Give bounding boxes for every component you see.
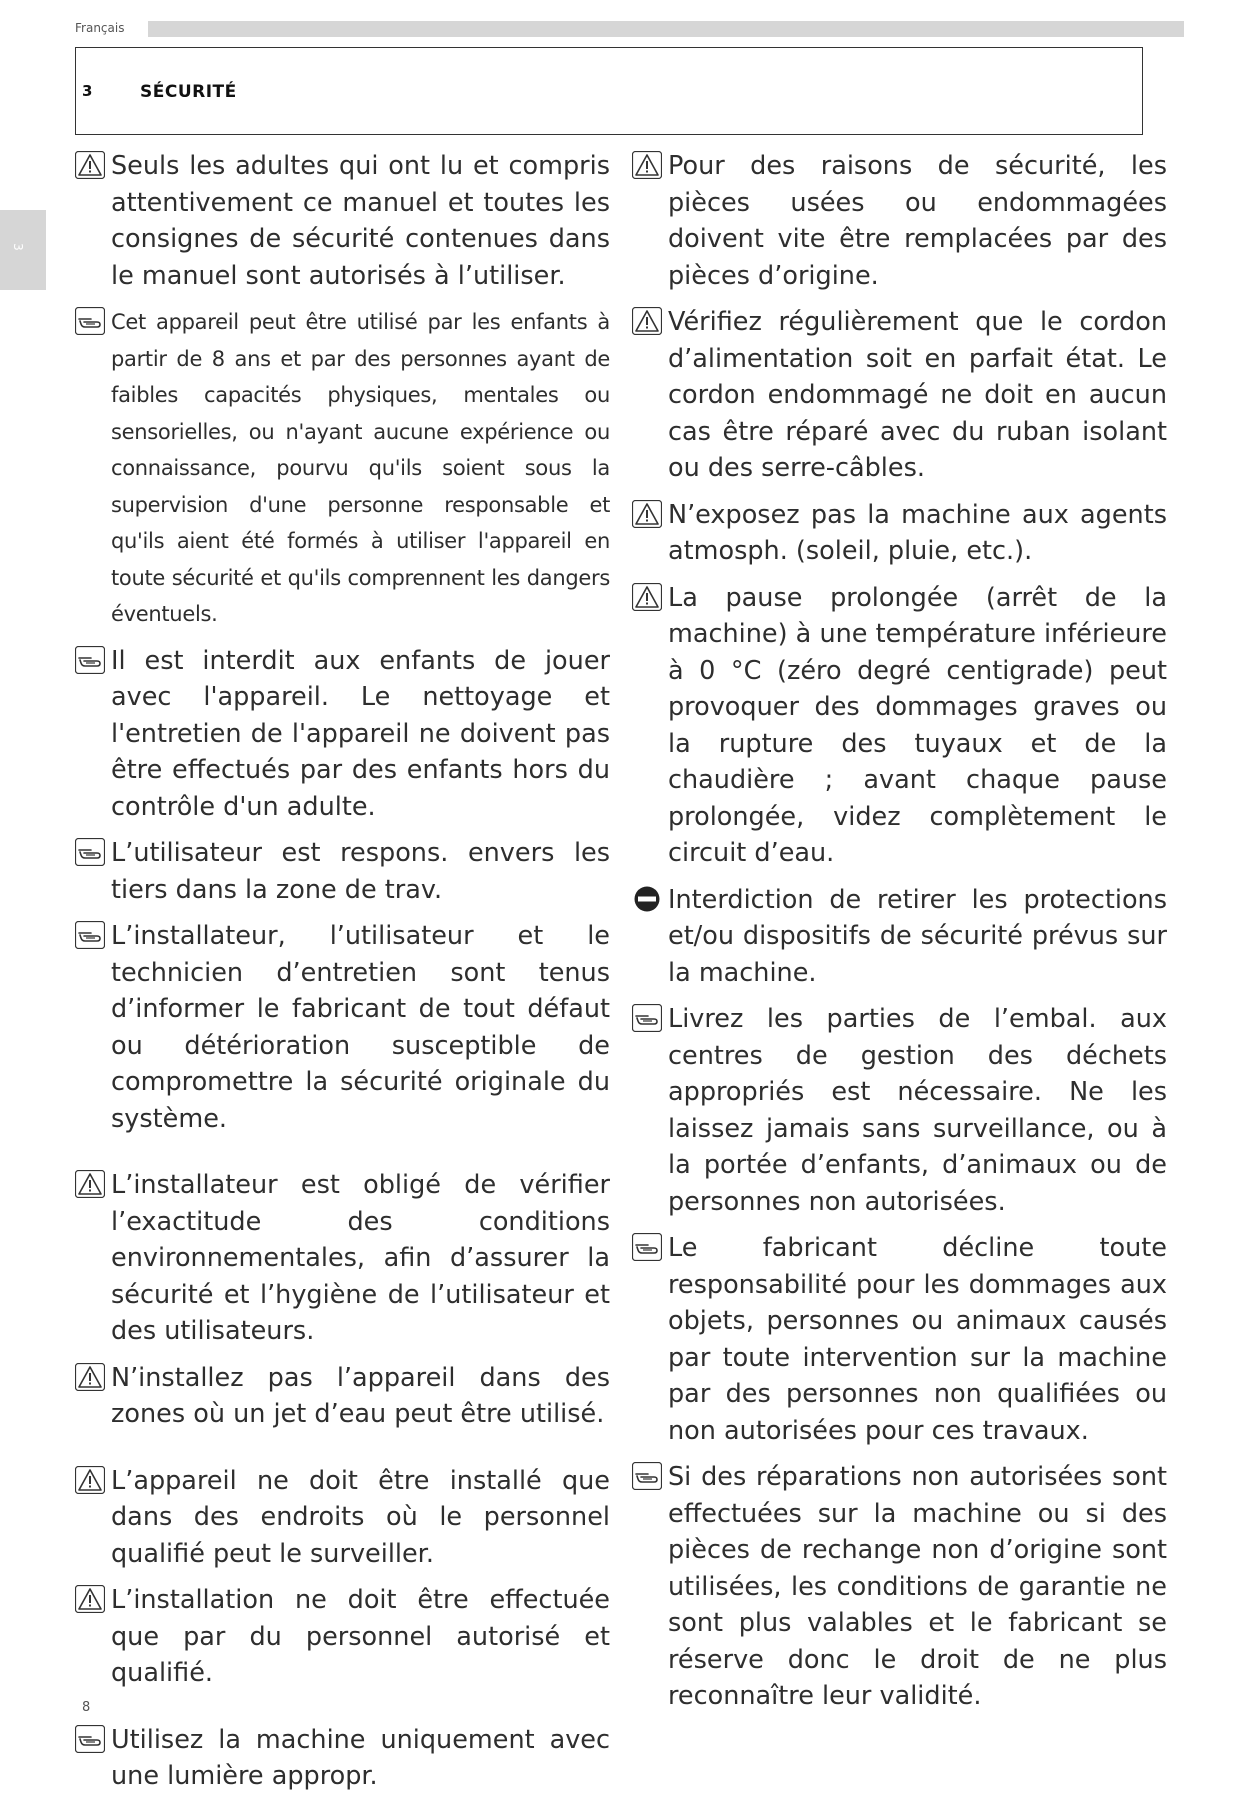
- safety-item-text: L’installation ne doit être effectuée que par du personnel autorisé et qualifié.: [111, 1585, 610, 1688]
- safety-item: [632, 497, 1167, 570]
- note-hand-icon: [75, 307, 105, 335]
- safety-item: [632, 1230, 1167, 1449]
- safety-item: [75, 835, 610, 908]
- safety-item-text: Utilisez la machine uniquement avec une lumière appropr.: [111, 1724, 610, 1791]
- note-hand-icon: [632, 1233, 662, 1261]
- safety-item: [75, 1722, 610, 1795]
- side-chapter-tab: [0, 210, 46, 290]
- warning-icon: [75, 151, 105, 179]
- safety-item-text: Interdiction de retirer les protections et/ou dispositifs de sécurité prévus sur la machine.: [668, 884, 1167, 988]
- safety-item: [75, 918, 610, 1137]
- safety-item-text: Cet appareil peut être utilisé par les enfants à partir de 8 ans et par des personnes ayant de faibles capacités physiques, mentales ou sensorielles, ou n'ayant aucune expérience ou connaissance, pourvu qu'ils soient sous la supervision d'une personne responsable et qu'ils aient été formés à utiliser l'appareil en toute sécurité et qu'ils comprennent les dangers éventuels.: [111, 310, 610, 626]
- note-hand-icon: [632, 1004, 662, 1032]
- safety-item: [75, 1582, 610, 1692]
- safety-item-text: L’installateur est obligé de vérifier l’exactitude des conditions environnementales, afin d’assurer la sécurité et l’hygiène de l’utilisateur et des utilisateurs.: [111, 1170, 610, 1346]
- safety-item: [75, 643, 610, 826]
- note-hand-icon: [75, 646, 105, 674]
- safety-item: [632, 304, 1167, 487]
- safety-item-text: Si des réparations non autorisées sont effectuées sur la machine ou si des pièces de rechange non d’origine sont utilisées, les conditions de garantie ne sont plus valables et le fabricant se réserve donc le droit de ne plus reconnaître leur validité.: [668, 1462, 1167, 1711]
- safety-item-text: Livrez les parties de l’embal. aux centres de gestion des déchets appropriés est nécessaire. Ne les laissez jamais sans surveillance, ou à la portée d’enfants, d’animaux ou de personnes non autorisées.: [668, 1004, 1167, 1217]
- warning-icon: [632, 307, 662, 335]
- left-column: [75, 148, 610, 1805]
- safety-item-text: N’installez pas l’appareil dans des zones où un jet d’eau peut être utilisé.: [111, 1362, 610, 1429]
- warning-icon: [632, 500, 662, 528]
- side-tab-number: 3: [10, 243, 25, 251]
- safety-item: [75, 1167, 610, 1350]
- safety-item-text: Le fabricant décline toute responsabilité pour les dommages aux objets, personnes ou animaux causés par toute intervention sur la machine par des personnes non qualifiées ou non autorisées pour ces travaux.: [668, 1233, 1167, 1446]
- warning-icon: [75, 1363, 105, 1391]
- header-bar: [148, 21, 1184, 37]
- safety-item: [75, 304, 610, 633]
- safety-item: [75, 148, 610, 294]
- safety-item-text: L’installateur, l’utilisateur et le technicien d’entretien sont tenus d’informer le fabricant de tout défaut ou détérioration susceptible de compromettre la sécurité originale du système.: [111, 921, 610, 1134]
- right-column: [632, 148, 1167, 1725]
- safety-item: [632, 148, 1167, 294]
- safety-item-text: Seuls les adultes qui ont lu et compris attentivement ce manuel et toutes les consignes de sécurité contenues dans le manuel sont autorisés à l’utiliser.: [111, 151, 610, 291]
- section-number: 3: [82, 82, 93, 100]
- warning-icon: [75, 1466, 105, 1494]
- prohibition-icon: [632, 885, 662, 913]
- safety-item-text: N’exposez pas la machine aux agents atmosph. (soleil, pluie, etc.).: [668, 499, 1167, 566]
- safety-item: [632, 580, 1167, 872]
- warning-icon: [75, 1585, 105, 1613]
- note-hand-icon: [75, 1725, 105, 1753]
- safety-item: [632, 1001, 1167, 1220]
- safety-item-text: Il est interdit aux enfants de jouer avec l'appareil. Le nettoyage et l'entretien de l'appareil ne doivent pas être effectués par des enfants hors du contrôle d'un adulte.: [111, 645, 610, 822]
- note-hand-icon: [75, 838, 105, 866]
- safety-item-text: La pause prolongée (arrêt de la machine) à une température inférieure à 0 °C (zéro degré centigrade) peut provoquer des dommages graves ou la rupture des tuyaux et de la chaudière ; avant chaque pause prolongée, videz complètement le circuit d’eau.: [668, 582, 1167, 868]
- page-number: 8: [82, 1700, 91, 1715]
- safety-item-text: L’appareil ne doit être installé que dans des endroits où le personnel qualifié peut le surveiller.: [111, 1465, 610, 1569]
- safety-item: [75, 1463, 610, 1573]
- note-hand-icon: [75, 921, 105, 949]
- safety-item: [632, 1459, 1167, 1715]
- safety-item-text: Vérifiez régulièrement que le cordon d’alimentation soit en parfait état. Le cordon endommagé ne doit en aucun cas être réparé avec du ruban isolant ou des serre-câbles.: [668, 307, 1167, 483]
- warning-icon: [632, 151, 662, 179]
- safety-item: [75, 1360, 610, 1433]
- safety-item: [632, 882, 1167, 992]
- note-hand-icon: [632, 1462, 662, 1490]
- language-label: Français: [75, 21, 125, 35]
- section-title: SÉCURITÉ: [140, 82, 237, 102]
- safety-item-text: L’utilisateur est respons. envers les tiers dans la zone de trav.: [111, 838, 610, 905]
- safety-item-text: Pour des raisons de sécurité, les pièces usées ou endommagées doivent vite être remplacées par des pièces d’origine.: [668, 151, 1167, 291]
- warning-icon: [75, 1170, 105, 1198]
- warning-icon: [632, 583, 662, 611]
